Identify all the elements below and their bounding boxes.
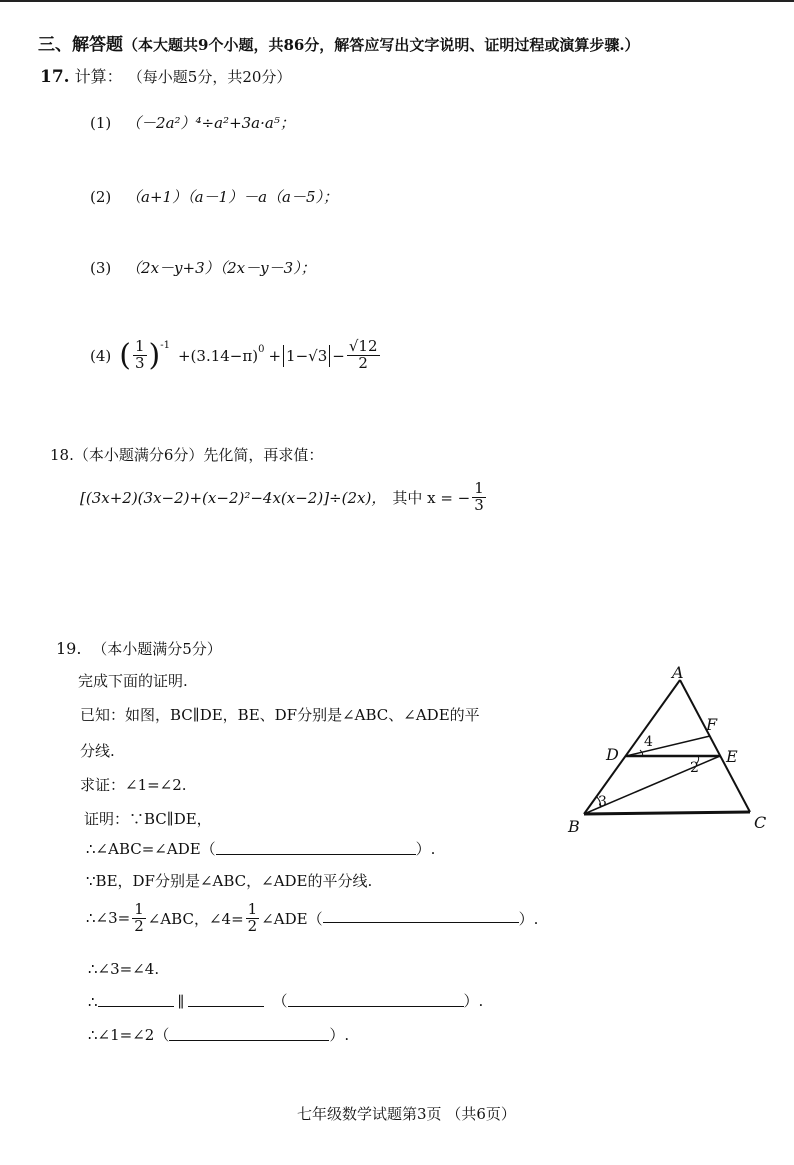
q18-where: 其中 x = −: [392, 488, 471, 507]
q17-part1: [90, 112, 295, 133]
q17-part3: [90, 257, 316, 278]
q19-step3: [86, 902, 538, 935]
fraction-denominator: 3: [474, 495, 484, 514]
q17-part3-expr: （2x－y+3）（2x－y－3）；: [126, 259, 316, 277]
fraction-numerator: 1: [474, 479, 484, 497]
q19-step6: [88, 1024, 349, 1045]
q17-part4: [90, 338, 382, 373]
q19-title: （本小题满分5分）: [92, 640, 222, 658]
q19-known-line1: 已知：如图，BC∥DE，BE、DF分别是∠ABC、∠ADE的平: [80, 706, 480, 724]
q19-step6-end: ）.: [329, 1026, 350, 1044]
q19-step1-end: ）.: [415, 840, 436, 858]
q17-part2-label: (2): [90, 188, 112, 206]
minus-sign: −: [332, 346, 345, 365]
q19-label: 19.: [56, 639, 82, 658]
q19-step3-a: ∴∠3=: [86, 909, 131, 928]
fraction-denominator: 2: [358, 354, 368, 372]
q19-step5-parallel: ∥: [177, 993, 185, 1011]
q19-step1-text: ∴∠ABC=∠ADE（: [86, 840, 216, 858]
answer-blank-5[interactable]: [288, 1005, 464, 1007]
fraction-numerator: 1: [134, 337, 145, 356]
q19-step3-c: ∠ADE（: [261, 909, 323, 928]
q18-expr: [(3x+2)(3x−2)+(x−2)²−4x(x−2)]÷(2x)，: [80, 488, 387, 507]
q18-label: 18.: [50, 446, 74, 464]
q17-part3-label: (3): [90, 259, 112, 277]
triangle-figure: [560, 664, 780, 844]
half-fraction: [246, 902, 260, 935]
fraction-numerator: 1: [134, 900, 144, 918]
angle-label-4: 4: [644, 734, 653, 750]
q19-step5: [88, 990, 483, 1011]
label-d: D: [606, 745, 619, 764]
q19-step1: [86, 838, 435, 859]
abs-value: 1−√3: [286, 346, 328, 365]
q19-step3-b: ∠ABC，∠4=: [147, 909, 244, 928]
q19-step5-a: ∴: [88, 993, 98, 1011]
fraction-numerator: 1: [247, 900, 258, 918]
q17-part1-label: (1): [90, 114, 112, 132]
q19-step5-b: （: [272, 992, 288, 1010]
section-note: （本大题共9个小题，共86分，解答应写出文字说明、证明过程或演算步骤.）: [123, 36, 640, 54]
fraction-denominator: 2: [247, 916, 258, 935]
q19-intro: 完成下面的证明.: [78, 672, 188, 690]
answer-blank-3[interactable]: [98, 1005, 174, 1007]
q19-step3-end: ）.: [518, 909, 539, 928]
exponent-neg-one: -1: [160, 340, 170, 351]
angle-label-3: 3: [598, 794, 607, 810]
section-title: 三、解答题: [38, 35, 123, 55]
side-ac: [680, 680, 750, 812]
q18-expression: [80, 481, 488, 514]
q19-proof-start: 证明：∵BC∥DE，: [84, 810, 212, 828]
answer-blank-1[interactable]: [216, 853, 416, 855]
q17-title: 计算：: [74, 67, 123, 86]
q18-heading: [50, 444, 323, 465]
q17-note: （每小题5分，共20分）: [127, 68, 292, 86]
label-f: F: [706, 715, 718, 734]
plus-sign: +: [268, 346, 282, 365]
q19-known-line2: 分线.: [80, 742, 115, 760]
q17-heading: [40, 64, 291, 87]
label-e: E: [726, 747, 738, 766]
q17-part2-expr: （a+1）（a－1）－a（a－5）；: [126, 188, 339, 206]
label-a: A: [672, 664, 684, 682]
right-paren: ): [148, 338, 161, 373]
q17-part1-expr: （－2a²）⁴÷a²+3a·a⁵；: [126, 114, 295, 132]
q17-part4-label: (4): [90, 346, 112, 365]
fraction-numerator: √12: [348, 337, 378, 356]
q18-fraction: [472, 481, 486, 514]
q19-step4: ∴∠3=∠4.: [88, 960, 160, 978]
one-third-fraction: [133, 339, 147, 372]
pi-term: +(3.14−π): [177, 346, 259, 365]
q18-title: （本小题满分6分）先化简，再求值：: [73, 446, 324, 464]
q19-step2: ∵BE，DF分别是∠ABC，∠ADE的平分线.: [86, 872, 373, 890]
angle-label-2: 2: [690, 760, 699, 776]
left-paren: (: [119, 338, 131, 373]
q17-part2: [90, 186, 338, 207]
fraction-denominator: 2: [134, 916, 144, 935]
exponent-zero: 0: [258, 344, 265, 355]
q19-step5-end: ）.: [463, 992, 484, 1010]
q19-step6-text: ∴∠1=∠2（: [88, 1026, 170, 1044]
label-b: B: [568, 817, 580, 836]
q19-prove: 求证：∠1=∠2.: [80, 776, 187, 794]
abs-bar-left: [283, 345, 284, 367]
section-heading: [38, 30, 640, 55]
scan-top-border: [0, 0, 794, 2]
answer-blank-4[interactable]: [188, 1005, 264, 1007]
page-footer: 七年级数学试题第3页 （共6页）: [297, 1105, 516, 1123]
fraction-denominator: 3: [134, 354, 145, 372]
half-fraction: [132, 902, 146, 935]
answer-blank-6[interactable]: [169, 1039, 329, 1041]
q17-label: 17.: [40, 67, 70, 87]
label-c: C: [754, 813, 767, 832]
q19-heading: [56, 638, 222, 659]
abs-bar-right: [329, 345, 330, 367]
side-bc: [584, 812, 750, 814]
answer-blank-2[interactable]: [323, 921, 519, 923]
sqrt12-fraction: [347, 339, 380, 372]
